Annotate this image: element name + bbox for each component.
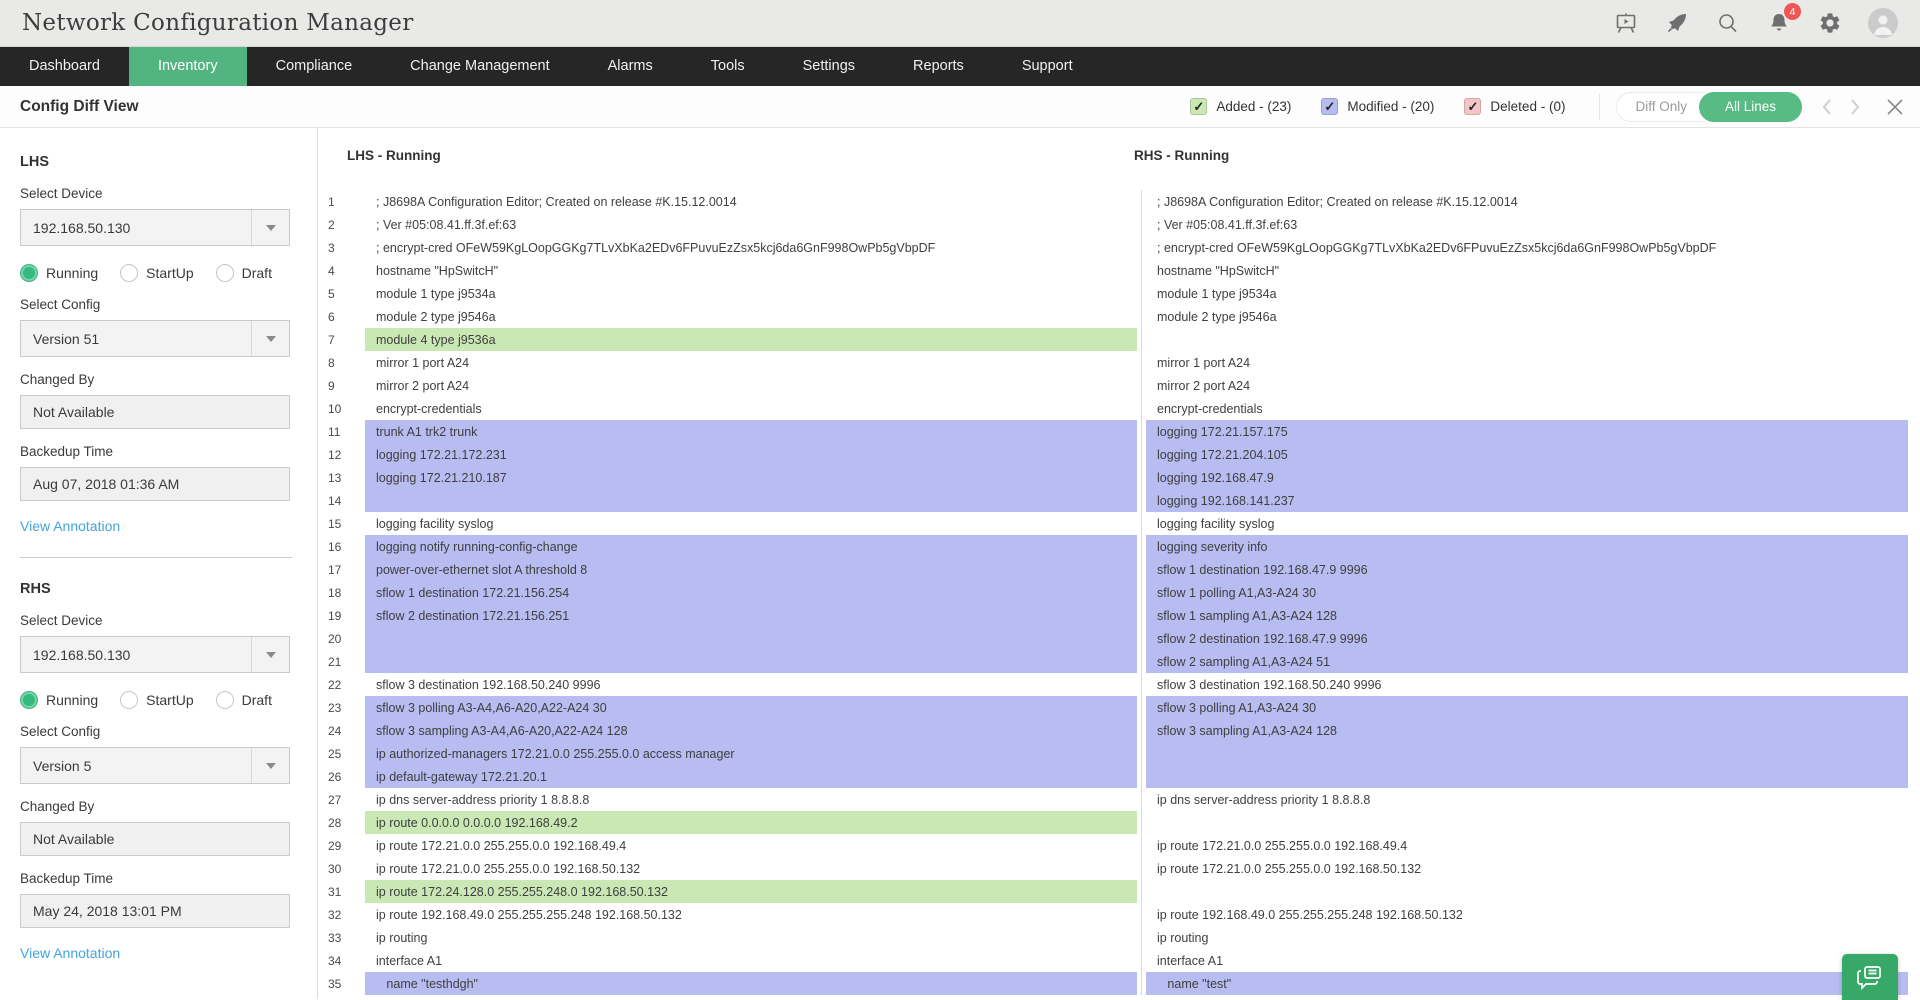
rhs-line (1146, 880, 1908, 903)
rhs-config-type-radios (20, 691, 317, 709)
column-divider (1141, 420, 1142, 443)
rhs-line (1146, 328, 1908, 351)
lhs-line: ip authorized-managers 172.21.0.0 255.255.0.0 access manager (365, 742, 1137, 765)
lhs-config-type-radios (20, 264, 317, 282)
modified-checkbox[interactable]: ✓ (1321, 98, 1338, 115)
tab-inventory[interactable]: Inventory (129, 47, 247, 86)
bell-icon[interactable] (1766, 5, 1796, 36)
line-number: 9 (328, 378, 335, 393)
chevron-down-icon[interactable] (251, 321, 289, 356)
tab-alarms[interactable]: Alarms (607, 58, 653, 74)
prev-diff-button[interactable] (1820, 98, 1834, 116)
rhs-line: ; Ver #05:08.41.ff.3f.ef:63 (1157, 217, 1298, 232)
rhs-line: logging 192.168.141.237 (1146, 489, 1908, 512)
diff-row (318, 972, 1920, 995)
sidebar-divider (20, 557, 292, 558)
column-divider (1141, 190, 1142, 213)
rhs-changed-by-value: Not Available (20, 822, 290, 856)
diff-row (318, 880, 1920, 903)
lhs-line: sflow 3 sampling A3-A4,A6-A20,A22-A24 128 (365, 719, 1137, 742)
column-divider (1141, 604, 1142, 627)
line-number: 18 (328, 585, 342, 600)
diff-row (318, 742, 1920, 765)
line-number: 7 (328, 332, 335, 347)
lhs-line: ip route 0.0.0.0 0.0.0.0 192.168.49.2 (365, 811, 1137, 834)
rhs-column-header: RHS - Running (1134, 148, 1230, 163)
rhs-line: sflow 1 sampling A1,A3-A24 128 (1146, 604, 1908, 627)
lhs-line: ip default-gateway 172.21.20.1 (365, 765, 1137, 788)
lhs-line: ip route 172.21.0.0 255.255.0.0 192.168.50.132 (376, 861, 641, 876)
main-nav (0, 47, 1920, 86)
rhs-radio-startup[interactable]: StartUp (120, 691, 193, 709)
rhs-line: mirror 2 port A24 (1157, 378, 1251, 393)
rhs-heading: RHS (20, 581, 51, 597)
line-number: 25 (328, 746, 342, 761)
diff-row (318, 696, 1920, 719)
rhs-line: ; J8698A Configuration Editor; Created on release #K.15.12.0014 (1157, 194, 1518, 209)
lhs-line: mirror 1 port A24 (376, 355, 470, 370)
rhs-line: ip route 172.21.0.0 255.255.0.0 192.168.49.4 (1157, 838, 1408, 853)
lhs-line: mirror 2 port A24 (376, 378, 470, 393)
rhs-config-value: Version 5 (33, 757, 92, 774)
diff-row (318, 949, 1920, 972)
line-number: 10 (328, 401, 342, 416)
column-divider (1141, 374, 1142, 397)
rhs-line: sflow 2 sampling A1,A3-A24 51 (1146, 650, 1908, 673)
rhs-config-dropdown[interactable] (20, 747, 290, 784)
lhs-line (365, 489, 1137, 512)
lhs-line: module 1 type j9534a (376, 286, 496, 301)
line-number: 13 (328, 470, 342, 485)
column-divider (1141, 880, 1142, 903)
line-number: 8 (328, 355, 335, 370)
diff-row (318, 282, 1920, 305)
lhs-line: logging facility syslog (376, 516, 494, 531)
column-divider (1141, 512, 1142, 535)
lhs-panel (20, 154, 317, 536)
line-number: 27 (328, 792, 342, 807)
diff-row (318, 627, 1920, 650)
column-divider (1141, 811, 1142, 834)
rhs-line: ip route 172.21.0.0 255.255.0.0 192.168.50.132 (1157, 861, 1422, 876)
column-divider (1141, 627, 1142, 650)
line-number: 35 (328, 976, 342, 991)
diff-panes (318, 128, 1920, 999)
chat-icon (1856, 964, 1884, 990)
rhs-select-device-label: Select Device (20, 613, 103, 628)
line-number: 5 (328, 286, 335, 301)
lhs-column-header: LHS - Running (347, 148, 441, 163)
line-number: 33 (328, 930, 342, 945)
rhs-line: hostname "HpSwitcH" (1157, 263, 1280, 278)
rhs-line: logging 192.168.47.9 (1146, 466, 1908, 489)
rhs-device-dropdown[interactable] (20, 636, 290, 673)
lhs-line (365, 650, 1137, 673)
line-number: 14 (328, 493, 342, 508)
column-divider (1141, 213, 1142, 236)
diff-row (318, 512, 1920, 535)
column-divider (1141, 673, 1142, 696)
rhs-line (1146, 765, 1908, 788)
topbar-icons (1613, 5, 1898, 38)
line-number: 21 (328, 654, 342, 669)
diff-row (318, 305, 1920, 328)
diff-only-button[interactable]: Diff Only (1616, 92, 1705, 122)
lhs-device-dropdown[interactable] (20, 209, 290, 246)
presentation-icon[interactable] (1613, 10, 1639, 36)
lhs-view-annotation-link[interactable]: View Annotation (20, 518, 121, 534)
column-divider (1141, 788, 1142, 811)
rhs-radio-running[interactable]: Running (20, 691, 98, 709)
rhs-line: encrypt-credentials (1157, 401, 1263, 416)
lhs-line: sflow 3 polling A3-A4,A6-A20,A22-A24 30 (365, 696, 1137, 719)
diff-sidebar (0, 128, 318, 999)
rhs-line: logging facility syslog (1157, 516, 1275, 531)
lhs-line: hostname "HpSwitcH" (376, 263, 499, 278)
column-divider (1141, 719, 1142, 742)
column-divider (1141, 397, 1142, 420)
diff-row (318, 903, 1920, 926)
tab-compliance[interactable]: Compliance (275, 58, 353, 74)
user-avatar[interactable] (1868, 8, 1898, 38)
lhs-line: interface A1 (376, 953, 443, 968)
rhs-backedup-time-value: May 24, 2018 13:01 PM (20, 894, 290, 928)
lhs-line: trunk A1 trk2 trunk (365, 420, 1137, 443)
line-number: 17 (328, 562, 342, 577)
diff-row (318, 466, 1920, 489)
column-divider (1141, 742, 1142, 765)
lhs-radio-draft[interactable]: Draft (216, 264, 272, 282)
line-number: 30 (328, 861, 342, 876)
lhs-select-config-label: Select Config (20, 297, 101, 312)
lhs-line: name "testhdgh" (365, 972, 1137, 995)
close-icon[interactable] (1886, 98, 1904, 116)
chevron-down-icon[interactable] (251, 637, 289, 672)
tab-settings[interactable]: Settings (802, 58, 856, 74)
diff-row (318, 926, 1920, 949)
column-divider (1141, 903, 1142, 926)
line-number: 29 (328, 838, 342, 853)
search-icon[interactable] (1715, 10, 1741, 36)
column-divider (1141, 443, 1142, 466)
column-divider (1141, 351, 1142, 374)
column-divider (1141, 834, 1142, 857)
diff-row (318, 351, 1920, 374)
chevron-down-icon[interactable] (251, 748, 289, 783)
diff-row (318, 489, 1920, 512)
line-number: 31 (328, 884, 342, 899)
line-number: 1 (328, 194, 335, 209)
rocket-icon[interactable] (1664, 10, 1690, 36)
column-divider (1141, 236, 1142, 259)
app-title: Network Configuration Manager (22, 10, 414, 36)
rhs-line: sflow 3 polling A1,A3-A24 30 (1146, 696, 1908, 719)
column-divider (1141, 305, 1142, 328)
diff-row (318, 558, 1920, 581)
lhs-select-device-label: Select Device (20, 186, 103, 201)
lhs-line (365, 627, 1137, 650)
added-checkbox[interactable]: ✓ (1190, 98, 1207, 115)
top-bar (0, 0, 1920, 47)
line-number: 20 (328, 631, 342, 646)
column-divider (1141, 328, 1142, 351)
lhs-config-value: Version 51 (33, 330, 100, 347)
rhs-line: sflow 2 destination 192.168.47.9 9996 (1146, 627, 1908, 650)
rhs-line: ip routing (1157, 930, 1209, 945)
tab-support[interactable]: Support (1021, 58, 1073, 74)
rhs-line (1146, 811, 1908, 834)
filter-added[interactable] (1190, 98, 1291, 115)
line-number: 11 (328, 424, 341, 439)
lhs-line: sflow 2 destination 172.21.156.251 (365, 604, 1137, 627)
lhs-line: power-over-ethernet slot A threshold 8 (365, 558, 1137, 581)
rhs-backedup-time-label: Backedup Time (20, 871, 114, 886)
diff-row (318, 259, 1920, 282)
filter-deleted[interactable] (1464, 98, 1565, 115)
notification-badge: 4 (1784, 3, 1801, 20)
diff-row (318, 788, 1920, 811)
column-divider (1141, 926, 1142, 949)
lhs-line: module 2 type j9546a (376, 309, 496, 324)
line-number: 16 (328, 539, 342, 554)
deleted-label: Deleted - (0) (1490, 99, 1566, 114)
lhs-line: ip dns server-address priority 1 8.8.8.8 (376, 792, 590, 807)
diff-row (318, 420, 1920, 443)
column-divider (1141, 972, 1142, 995)
diff-row (318, 719, 1920, 742)
lhs-backedup-time-label: Backedup Time (20, 444, 114, 459)
lhs-line: logging notify running-config-change (365, 535, 1137, 558)
column-divider (1141, 857, 1142, 880)
lhs-line: sflow 1 destination 172.21.156.254 (365, 581, 1137, 604)
diff-view-header (0, 86, 1920, 128)
diff-row (318, 834, 1920, 857)
line-number: 34 (328, 953, 342, 968)
line-number: 24 (328, 723, 342, 738)
diff-row (318, 650, 1920, 673)
lhs-line: ip route 172.24.128.0 255.255.248.0 192.168.50.132 (365, 880, 1137, 903)
next-diff-button[interactable] (1848, 98, 1862, 116)
lhs-heading: LHS (20, 154, 49, 170)
tab-change-management[interactable]: Change Management (410, 58, 550, 74)
diff-row (318, 443, 1920, 466)
lhs-changed-by-label: Changed By (20, 372, 95, 387)
rhs-radio-draft[interactable]: Draft (216, 691, 272, 709)
line-number: 15 (328, 516, 342, 531)
rhs-line: sflow 3 destination 192.168.50.240 9996 (1157, 677, 1382, 692)
chevron-down-icon[interactable] (251, 210, 289, 245)
header-separator (1599, 94, 1600, 120)
lhs-line: module 4 type j9536a (365, 328, 1137, 351)
rhs-line: sflow 1 polling A1,A3-A24 30 (1146, 581, 1908, 604)
lhs-device-value: 192.168.50.130 (33, 219, 131, 236)
rhs-line: logging 172.21.204.105 (1146, 443, 1908, 466)
rhs-select-config-label: Select Config (20, 724, 101, 739)
line-number: 3 (328, 240, 335, 255)
lhs-radio-running[interactable]: Running (20, 264, 98, 282)
rhs-line: sflow 1 destination 192.168.47.9 9996 (1146, 558, 1908, 581)
lhs-line: logging 172.21.210.187 (365, 466, 1137, 489)
rhs-line: sflow 3 sampling A1,A3-A24 128 (1146, 719, 1908, 742)
tab-tools[interactable]: Tools (710, 58, 745, 74)
rhs-line: module 2 type j9546a (1157, 309, 1277, 324)
modified-label: Modified - (20) (1347, 99, 1435, 114)
lhs-line: sflow 3 destination 192.168.50.240 9996 (376, 677, 601, 692)
rhs-line: ip dns server-address priority 1 8.8.8.8 (1157, 792, 1371, 807)
line-number: 4 (328, 263, 335, 278)
rhs-line: ; encrypt-cred OFeW59KgLOopGGKg7TLvXbKa2EDv6FPuvuEzZsx5kcj6da6GnF998OwPb5gVbpDF (1157, 240, 1717, 255)
lhs-changed-by-value: Not Available (20, 395, 290, 429)
rhs-device-value: 192.168.50.130 (33, 646, 131, 663)
lhs-line: logging 172.21.172.231 (365, 443, 1137, 466)
diff-row (318, 374, 1920, 397)
deleted-checkbox[interactable]: ✓ (1464, 98, 1481, 115)
diff-row (318, 581, 1920, 604)
column-divider (1141, 949, 1142, 972)
column-divider (1141, 535, 1142, 558)
rhs-line: name "test" (1146, 972, 1908, 995)
column-divider (1141, 558, 1142, 581)
rhs-line: module 1 type j9534a (1157, 286, 1277, 301)
lhs-config-dropdown[interactable] (20, 320, 290, 357)
rhs-view-annotation-link[interactable]: View Annotation (20, 945, 121, 961)
lhs-line: ; Ver #05:08.41.ff.3f.ef:63 (376, 217, 517, 232)
column-divider (1141, 765, 1142, 788)
lhs-radio-startup[interactable]: StartUp (120, 264, 193, 282)
line-number: 22 (328, 677, 342, 692)
lhs-line: ; J8698A Configuration Editor; Created on release #K.15.12.0014 (376, 194, 737, 209)
lhs-backedup-time-value: Aug 07, 2018 01:36 AM (20, 467, 290, 501)
chat-button[interactable] (1842, 954, 1898, 1000)
lhs-line: ip route 192.168.49.0 255.255.255.248 192.168.50.132 (376, 907, 682, 922)
line-number: 28 (328, 815, 342, 830)
added-label: Added - (23) (1216, 99, 1292, 114)
rhs-line: mirror 1 port A24 (1157, 355, 1251, 370)
lhs-line: ip route 172.21.0.0 255.255.0.0 192.168.49.4 (376, 838, 627, 853)
rhs-panel (20, 581, 317, 963)
diff-rows (318, 190, 1920, 995)
lhs-line: ip routing (376, 930, 428, 945)
rhs-line: interface A1 (1157, 953, 1224, 968)
page-title: Config Diff View (20, 97, 139, 115)
diff-row (318, 857, 1920, 880)
column-divider (1141, 259, 1142, 282)
line-number: 23 (328, 700, 342, 715)
diff-row (318, 765, 1920, 788)
diff-row (318, 397, 1920, 420)
diff-row (318, 811, 1920, 834)
rhs-line: logging 172.21.157.175 (1146, 420, 1908, 443)
column-divider (1141, 650, 1142, 673)
diff-row (318, 604, 1920, 627)
lhs-line: encrypt-credentials (376, 401, 482, 416)
diff-row (318, 535, 1920, 558)
line-number: 6 (328, 309, 335, 324)
line-number: 26 (328, 769, 342, 784)
diff-row (318, 190, 1920, 213)
column-divider (1141, 489, 1142, 512)
rhs-line: ip route 192.168.49.0 255.255.255.248 192.168.50.132 (1157, 907, 1463, 922)
tab-dashboard[interactable]: Dashboard (29, 58, 100, 74)
tab-reports[interactable]: Reports (913, 58, 964, 74)
line-number: 19 (328, 608, 342, 623)
column-divider (1141, 282, 1142, 305)
line-number: 32 (328, 907, 342, 922)
column-divider (1141, 581, 1142, 604)
diff-row (318, 328, 1920, 351)
rhs-changed-by-label: Changed By (20, 799, 95, 814)
lhs-line: ; encrypt-cred OFeW59KgLOopGGKg7TLvXbKa2EDv6FPuvuEzZsx5kcj6da6GnF998OwPb5gVbpDF (376, 240, 936, 255)
gear-icon[interactable] (1817, 10, 1843, 36)
line-number: 2 (328, 217, 335, 232)
rhs-line (1146, 742, 1908, 765)
all-lines-button[interactable]: All Lines (1699, 92, 1802, 122)
column-divider (1141, 696, 1142, 719)
diff-row (318, 673, 1920, 696)
diff-row (318, 213, 1920, 236)
column-divider (1141, 466, 1142, 489)
filter-modified[interactable] (1321, 98, 1434, 115)
rhs-line: logging severity info (1146, 535, 1908, 558)
diff-row (318, 236, 1920, 259)
line-number: 12 (328, 447, 342, 462)
